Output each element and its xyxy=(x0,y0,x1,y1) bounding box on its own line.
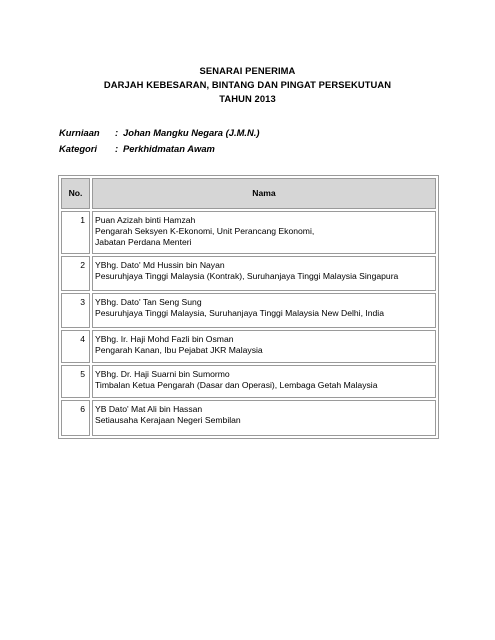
kategori-separator: : xyxy=(115,143,119,154)
recipient-name: YBhg. Dr. Haji Suarni bin Sumormo xyxy=(95,369,230,379)
kurniaan-label: Kurniaan xyxy=(59,127,100,138)
row-nama xyxy=(92,365,436,398)
kurniaan-separator: : xyxy=(115,127,119,138)
row-number: 3 xyxy=(61,293,90,328)
award-meta xyxy=(59,125,259,157)
row-number: 1 xyxy=(61,211,90,254)
header-nama: Nama xyxy=(92,178,436,209)
recipient-name: YB Dato' Mat Ali bin Hassan xyxy=(95,404,203,414)
recipient-position: Pengarah Kanan, Ibu Pejabat JKR Malaysia xyxy=(95,345,263,356)
recipient-position: Pesuruhjaya Tinggi Malaysia, Suruhanjaya Tinggi Malaysia New Delhi, India xyxy=(95,308,384,319)
recipients-table xyxy=(58,175,439,439)
table-row xyxy=(61,256,436,291)
row-number: 6 xyxy=(61,400,90,436)
table-row xyxy=(61,365,436,398)
table-row xyxy=(61,211,436,254)
kategori-value: Perkhidmatan Awam xyxy=(123,143,215,154)
row-nama xyxy=(92,330,436,363)
row-number: 5 xyxy=(61,365,90,398)
kategori-row xyxy=(59,141,259,157)
recipient-name: YBhg. Ir. Haji Mohd Fazli bin Osman xyxy=(95,334,234,344)
kurniaan-row xyxy=(59,125,259,141)
table-row xyxy=(61,293,436,328)
recipient-position: Pesuruhjaya Tinggi Malaysia (Kontrak), Suruhanjaya Tinggi Malaysia Singapura xyxy=(95,271,399,282)
row-number: 2 xyxy=(61,256,90,291)
row-nama xyxy=(92,256,436,291)
recipient-position: Jabatan Perdana Menteri xyxy=(95,237,192,248)
recipient-name: Puan Azizah binti Hamzah xyxy=(95,215,196,225)
title-line-3: TAHUN 2013 xyxy=(219,93,276,105)
title-line-2: DARJAH KEBESARAN, BINTANG DAN PINGAT PERSEKUTUAN xyxy=(103,79,392,91)
header-no: No. xyxy=(61,178,90,209)
recipient-position: Timbalan Ketua Pengarah (Dasar dan Operasi), Lembaga Getah Malaysia xyxy=(95,380,378,391)
row-number: 4 xyxy=(61,330,90,363)
recipient-position: Pengarah Seksyen K-Ekonomi, Unit Perancang Ekonomi, xyxy=(95,226,315,237)
recipient-name: YBhg. Dato' Tan Seng Sung xyxy=(95,297,202,307)
kategori-label: Kategori xyxy=(59,143,98,154)
table-row xyxy=(61,330,436,363)
recipient-position: Setiausaha Kerajaan Negeri Sembilan xyxy=(95,415,241,426)
recipient-name: YBhg. Dato' Md Hussin bin Nayan xyxy=(95,260,225,270)
row-nama xyxy=(92,211,436,254)
document-title xyxy=(0,64,495,107)
row-nama xyxy=(92,293,436,328)
title-line-1: SENARAI PENERIMA xyxy=(199,65,296,76)
row-nama xyxy=(92,400,436,436)
kurniaan-value: Johan Mangku Negara (J.M.N.) xyxy=(123,127,260,138)
table-row xyxy=(61,400,436,436)
table-header-row xyxy=(61,178,436,209)
